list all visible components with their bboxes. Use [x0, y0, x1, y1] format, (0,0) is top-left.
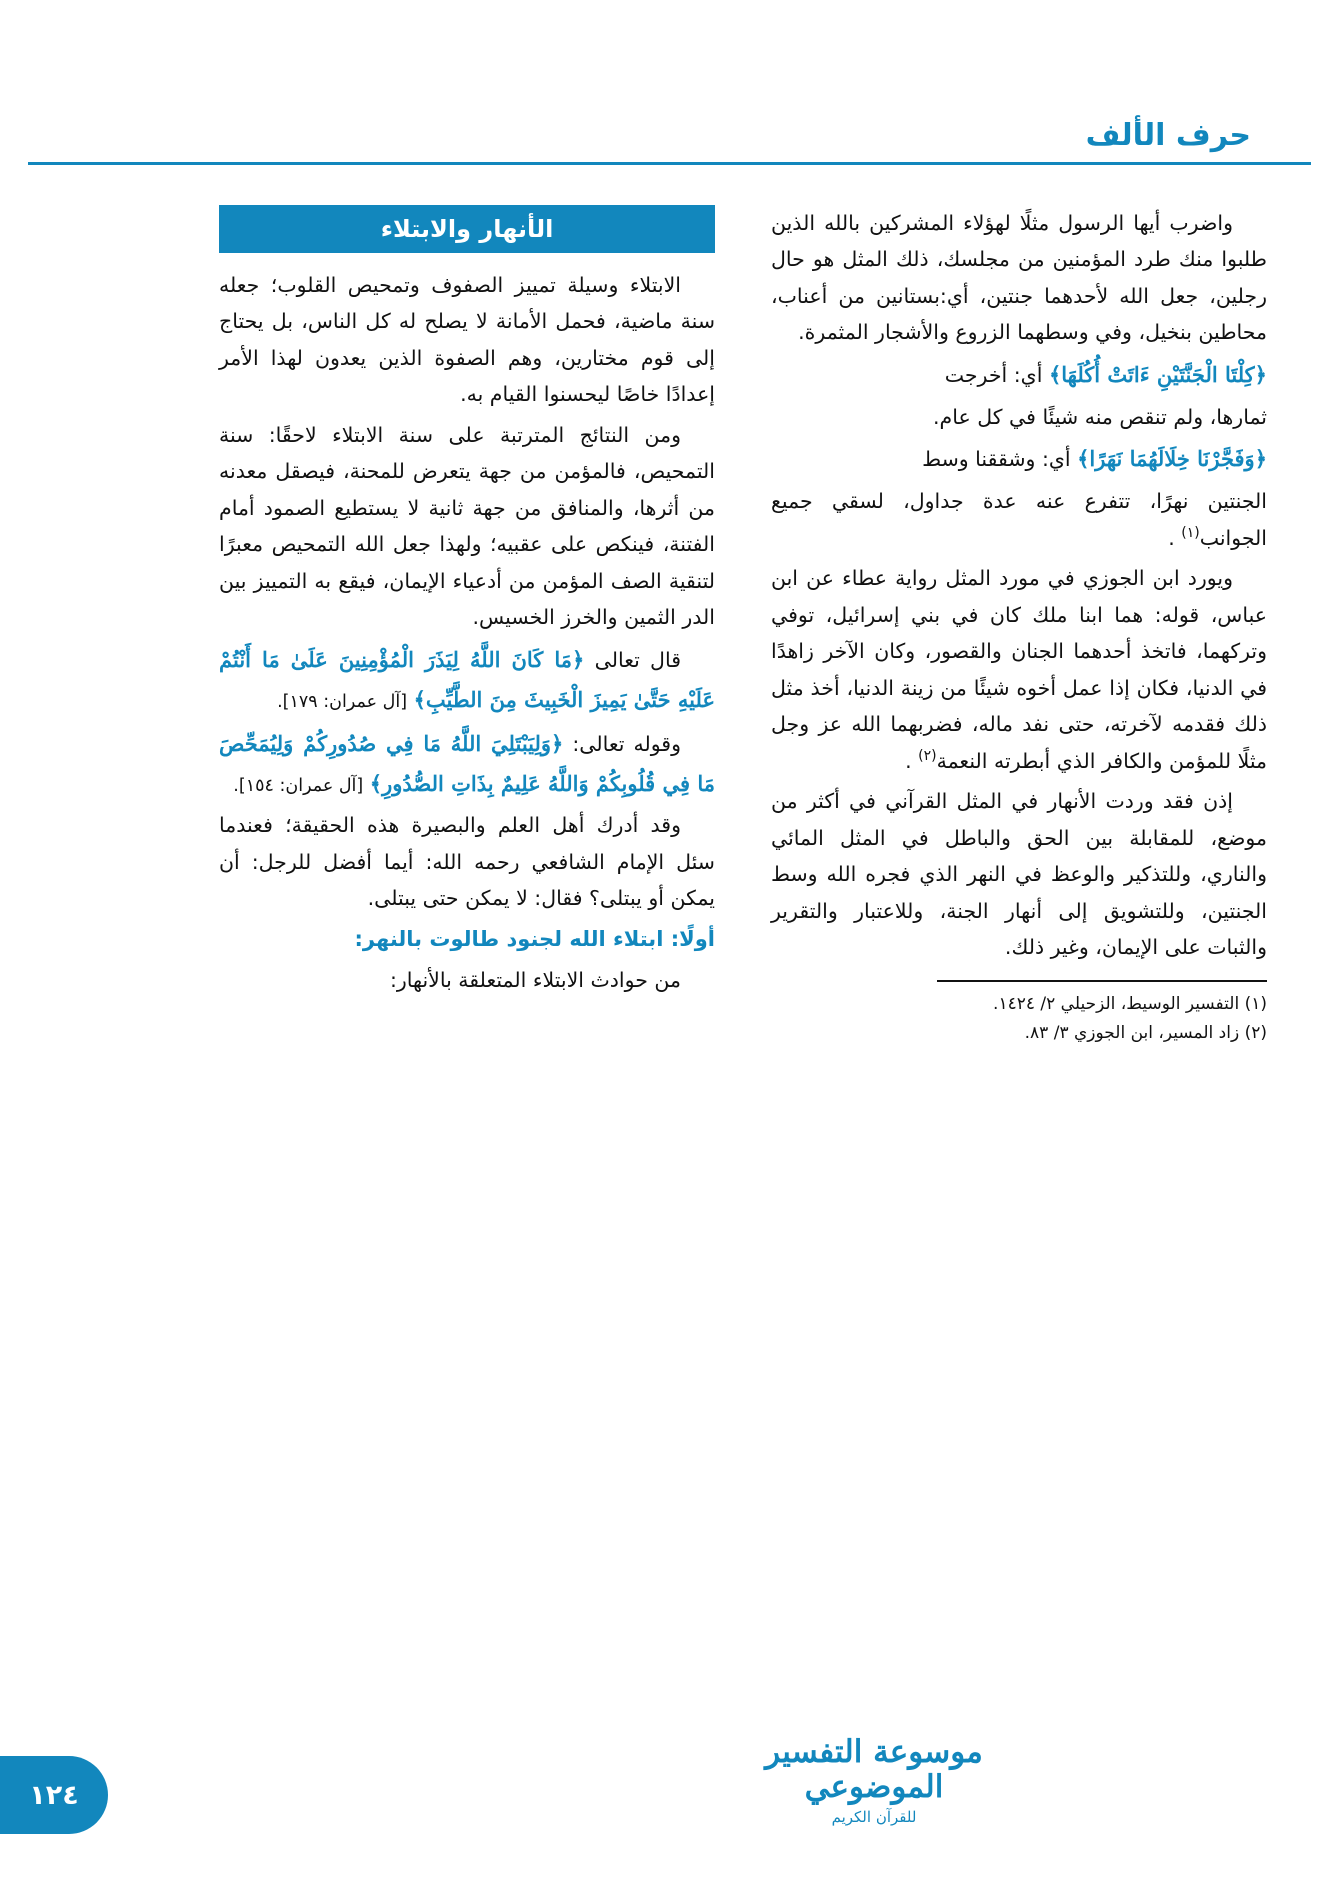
paragraph: إذن فقد وردت الأنهار في المثل القرآني في أكثر من موضع، للمقابلة بين الحق والباطل في المثل المائي والناري، وللتذكير والوعظ في النهر الذي فجره الله وسط الجنتين، وللتشويق إلى أنهار الجنة، وللاعتبار والتقرير والثبات على الإيمان، وغير ذلك.: [771, 789, 1267, 960]
ayah-explanation: أي: أخرجت: [944, 362, 1043, 387]
header-divider: [28, 162, 1311, 165]
subheading-label: أولًا: ابتلاء الله لجنود طالوت بالنهر:: [354, 926, 715, 951]
column-left: [219, 205, 715, 1049]
section-heading-label: الأنهار والابتلاء: [380, 215, 554, 243]
logo-sub-text: للقرآن الكريم: [831, 1808, 917, 1826]
page-footer: [0, 1733, 1339, 1834]
footnote-marker-2: (٢): [918, 747, 937, 764]
ayah-text: ﴿مَا كَانَ اللَّهُ لِيَذَرَ الْمُؤْمِنِينَ عَلَىٰ مَا أَنْتُمْ عَلَيْهِ حَتَّىٰ يَمِيزَ الْخَبِيثَ مِنَ الطَّيِّبِ﴾: [219, 646, 715, 712]
paragraph: ثمارها، ولم تنقص منه شيئًا في كل عام.: [933, 404, 1267, 429]
publisher-logo: [739, 1735, 1009, 1826]
quran-quote-block: [771, 439, 1267, 479]
subheading: [219, 921, 715, 958]
ayah-text: ﴿وَفَجَّرْنَا خِلَالَهُمَا نَهَرًا﴾: [1077, 446, 1267, 472]
logo-main-text: موسوعة التفسير الموضوعي: [765, 1733, 983, 1806]
page-title: حرف الألف: [1085, 118, 1251, 153]
paragraph: واضرب أيها الرسول مثلًا لهؤلاء المشركين بالله الذين طلبوا منك طرد المؤمنين من مجلسك، ذلك المثل هو حال رجلين، جعل الله لأحدهما جنتين، أي:بستانين من أعناب، محاطين بنخيل، وفي وسطهما الزروع والأشجار المثمرة.: [771, 211, 1267, 345]
quote-lead-in: قال تعالى: [594, 647, 681, 672]
quran-quote-block: [771, 355, 1267, 395]
ayah-text: ﴿كِلْتَا الْجَنَّتَيْنِ ءَاتَتْ أُكُلَهَا﴾: [1048, 361, 1267, 387]
column-right: [771, 205, 1267, 1049]
paragraph: الجنتين نهرًا، تتفرع عنه عدة جداول، لسقي جميع الجوانب$^{(١)}$ .: [771, 489, 1267, 550]
quote-lead-in: وقوله تعالى:: [572, 731, 681, 756]
paragraph: وقد أدرك أهل العلم والبصيرة هذه الحقيقة؛ فعندما سئل الإمام الشافعي رحمه الله: أيما أفضل للرجل: أن يمكن أو يبتلى؟ فقال: لا يمكن حتى يبتلى.: [219, 813, 715, 911]
quran-quote-block: [219, 724, 715, 804]
quran-quote-block: [219, 640, 715, 720]
page-body: [72, 205, 1267, 1049]
page-header: [28, 118, 1311, 162]
ayah-reference: [آل عمران: ١٧٩].: [277, 691, 408, 712]
footnote-item: (١) التفسير الوسيط، الزحيلي ٢/ ١٤٢٤.: [993, 993, 1267, 1014]
paragraph-text: ويورد ابن الجوزي في مورد المثل رواية عطاء عن ابن عباس، قوله: هما ابنا ملك كان في بني إسرائيل، توفي وتركهما، فاتخذ أحدهما الجنان والقصور، وكان الآخر زاهدًا في الدنيا، فكان إذا عمل أخوه شيئًا من زينة الدنيا، أخذ مثل ذلك فقدمه لآخرته، حتى نفد ماله، فضربهما الله عز وجل مثلًا للمؤمن والكافر الذي أبطرته النعمة: [771, 566, 1267, 773]
ayah-explanation: أي: وشققنا وسط: [922, 447, 1071, 472]
ayah-text: ﴿وَلِيَبْتَلِيَ اللَّهُ مَا فِي صُدُورِكُمْ وَلِيُمَحِّصَ مَا فِي قُلُوبِكُمْ وَاللَّهُ عَلِيمٌ بِذَاتِ الصُّدُورِ﴾: [219, 730, 715, 796]
page-number-badge: ١٢٤: [0, 1756, 108, 1834]
footnotes: [771, 980, 1267, 1050]
paragraph: من حوادث الابتلاء المتعلقة بالأنهار:: [389, 968, 681, 993]
paragraph: ويورد ابن الجوزي في مورد المثل رواية عطاء عن ابن عباس، قوله: هما ابنا ملك كان في بني إسرائيل، توفي وتركهما، فاتخذ أحدهما الجنان والقصور، وكان الآخر زاهدًا في الدنيا، فكان إذا عمل أخوه شيئًا من زينة الدنيا، أخذ مثل ذلك فقدمه لآخرته، حتى نفد ماله، فضربهما الله عز وجل مثلًا للمؤمن والكافر الذي أبطرته النعمة$^{(٢)}$ .: [771, 566, 1267, 773]
paragraph: ومن النتائج المترتبة على سنة الابتلاء لاحقًا: سنة التمحيص، فالمؤمن من جهة يتعرض للمحنة، فيصقل معدنه من أثرها، والمنافق من جهة ثانية لا يستطيع الصمود أمام الفتنة، فينكص على عقبيه؛ ولهذا جعل الله التمحيص معبرًا لتنقية الصف المؤمن من أدعياء الإيمان، فيقع به التمييز بين الدر الثمين والخرز الخسيس.: [219, 422, 715, 630]
paragraph-text: الجنتين نهرًا، تتفرع عنه عدة جداول، لسقي جميع الجوانب: [771, 489, 1267, 550]
footnote-marker-1: (١): [1181, 524, 1200, 541]
paragraph: الابتلاء وسيلة تمييز الصفوف وتمحيص القلوب؛ جعله سنة ماضية، فحمل الأمانة لا يصلح له كل الناس، بل يحتاج إلى قوم مختارين، وهم الصفوة الذين يعدون لهذا الأمر إعدادًا خاصًا ليحسنوا القيام به.: [219, 273, 715, 407]
ayah-reference: [آل عمران: ١٥٤].: [233, 775, 364, 796]
footnote-item: (٢) زاد المسير، ابن الجوزي ٣/ ٨٣.: [1024, 1023, 1267, 1044]
section-heading-bar: [219, 205, 715, 253]
